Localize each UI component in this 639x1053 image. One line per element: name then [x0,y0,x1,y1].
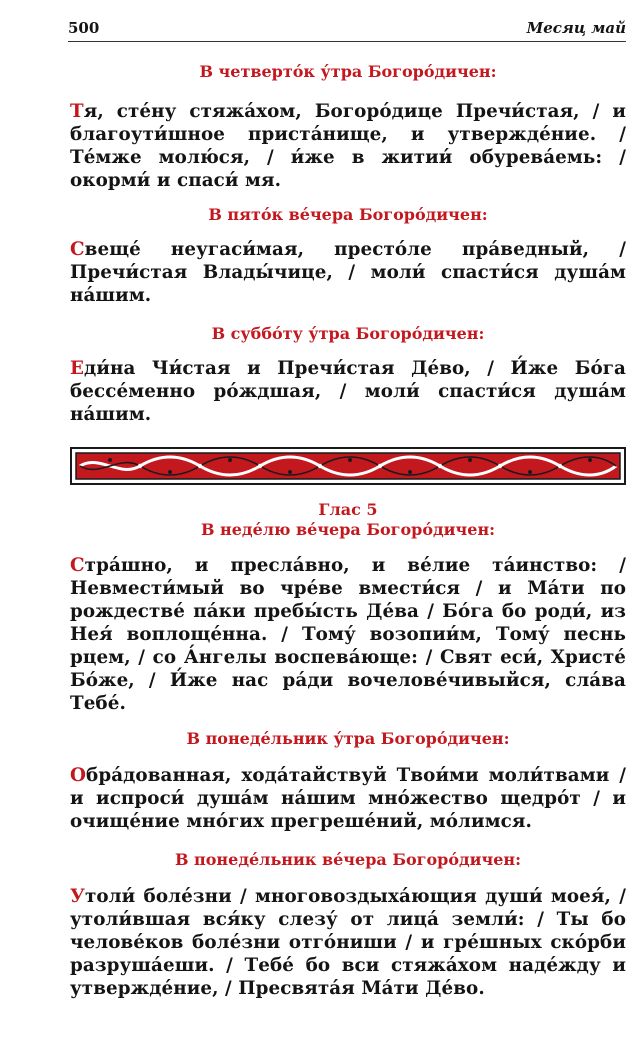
tone-heading: Глас 5 [318,500,378,519]
section-heading: В пято́к ве́чера Богоро́дичен: [208,205,488,224]
section-heading: В четверто́к у́тра Богоро́дичен: [199,62,497,81]
hymn-body: толи́ боле́зни / многовоздыха́ющия души́ моея́, / утоли́вшая вся́ку слезу́ от лица́ земли́: / Ты бо челове́ков боле́зни отго́ниши / и гре́шных ско́рби разруша́еши. / Тебе́ бо вси стяжа́хом наде́жду и утвержде́ние, / Пресвята́я Ма́ти Де́во. [70,886,626,999]
red-initial: Е [70,358,85,379]
section-heading: В понеде́льник у́тра Богоро́дичен: [186,729,510,748]
hymn-body: я, сте́ну стяжа́хом, Богоро́дице Пречи́стая, / и благоути́шное приста́нище, и утвержде́ние. / Те́мже молю́ся, / и́же в житии́ обурева́емь: / окорми́ и спаси́ мя. [70,101,626,191]
section-heading: В суббо́ту у́тра Богоро́дичен: [211,324,485,343]
hymn-text [70,357,626,426]
red-initial: О [70,765,87,786]
hymn-body: бра́дованная, хода́тайствуй Твои́ми моли́твами / и испроси́ душа́м на́шим мно́жество щедро́т / и очище́ние мно́гих прегреше́ний, мо́лимся. [70,765,626,832]
hymn-text [70,554,626,715]
red-initial: С [70,555,85,576]
red-initial: У [70,886,85,907]
hymn-body: ди́на Чи́стая и Пречи́стая Де́во, / И́же Бо́га бессе́менно ро́ждшая, / моли́ спасти́ся душа́м на́шим. [70,358,626,425]
hymn-text [70,238,626,307]
hymn-body: тра́шно, и пресла́вно, и ве́лие та́инство: / Невмести́мый во чре́ве вмести́ся / и Ма́ти по рождестве́ па́ки пребы́сть Де́ва / Бо́га бо роди́, из Нея́ воплоще́нна. / Тому́ возопии́м, Тому́ песнь рцем, / со А́нгелы воспева́юще: / Свят еси́, Христе́ Бо́же, / И́же нас ра́ди вочелове́чивыйся, сла́ва Тебе́. [70,555,626,714]
running-head [68,17,626,42]
section-heading: В неде́лю ве́чера Богоро́дичен: [200,520,496,539]
page-number: 500 [68,19,100,37]
red-initial: Т [70,101,84,122]
red-initial: С [70,239,85,260]
section-heading: В понеде́льник ве́чера Богоро́дичен: [174,850,522,869]
running-title: Месяц май [526,19,626,37]
hymn-body: веще́ неугаси́мая, престо́ле пра́ведный, / Пречи́стая Влады́чице, / моли́ спасти́ся душа́м на́шим. [70,239,626,306]
page-content [70,62,626,1000]
ornamental-border [70,444,626,488]
hymn-text [70,885,626,1000]
hymn-text [70,764,626,833]
hymn-text [70,100,626,192]
